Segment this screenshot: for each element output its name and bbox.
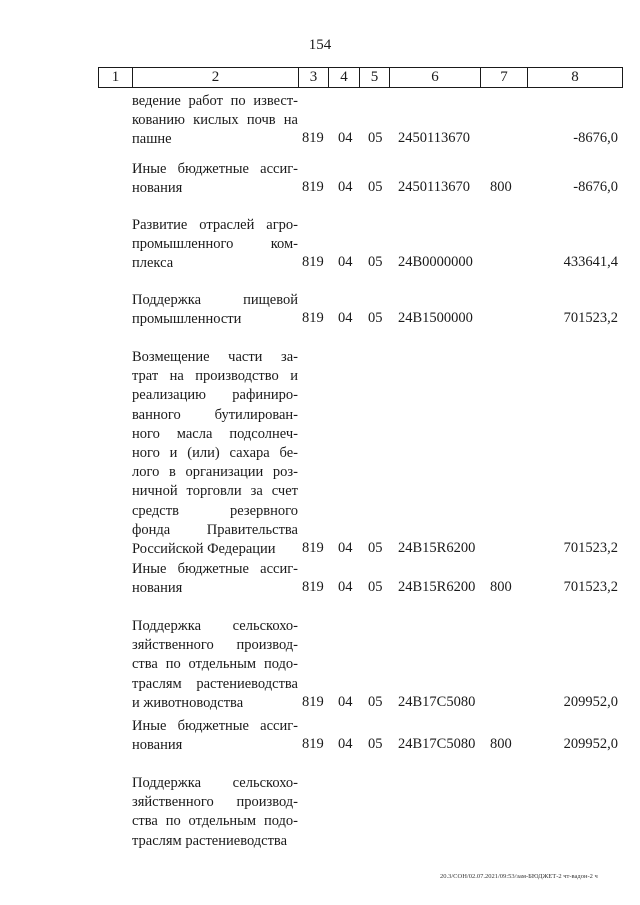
document-footer-stamp: 20.3/СОН/02.07.2021/09:53/зам-БЮДЖЕТ-2 чт-вадон-2 ч	[440, 873, 598, 880]
cell-amount: -8676,0	[573, 179, 618, 196]
row-description-line: Развитие отраслей агро-	[132, 217, 298, 233]
row-description	[132, 348, 298, 559]
row-description	[132, 717, 298, 755]
row-description-line: кованию кислых почв на	[132, 112, 298, 129]
row-description-line: нования	[132, 580, 183, 597]
cell-section-code: 04	[338, 736, 353, 753]
row-description	[132, 774, 298, 851]
column-header-table	[98, 67, 623, 88]
cell-ministry-code: 819	[302, 130, 324, 147]
cell-target-article-code: 24В1500000	[398, 310, 473, 327]
cell-section-code: 04	[338, 310, 353, 327]
row-description-line: ного масла подсолнеч-	[132, 425, 298, 442]
row-description-line: трат на производство и	[132, 368, 298, 385]
cell-amount: 701523,2	[563, 310, 618, 327]
row-description-line: ванного бутилирован-	[132, 406, 298, 423]
cell-ministry-code: 819	[302, 254, 324, 271]
row-description	[132, 617, 298, 713]
cell-ministry-code: 819	[302, 310, 324, 327]
cell-target-article-code: 24В15R6200	[398, 540, 476, 556]
cell-expense-type-code: 800	[490, 736, 512, 753]
row-description-line: промышленности	[132, 311, 242, 328]
row-description-line: реализацию рафиниро-	[132, 387, 298, 404]
cell-target-article-code: 2450113670	[398, 179, 470, 196]
header-col-2: 2	[133, 68, 299, 88]
cell-subsection-code: 05	[368, 130, 383, 147]
cell-section-code: 04	[338, 579, 353, 596]
row-description-line: Поддержка сельскохо-	[132, 775, 298, 791]
cell-subsection-code: 05	[368, 693, 383, 710]
cell-ministry-code: 819	[302, 736, 324, 753]
cell-ministry-code: 819	[302, 179, 324, 196]
row-description-line: пашне	[132, 131, 172, 148]
row-description-line: траслям растениеводства	[132, 675, 298, 692]
cell-section-code: 04	[338, 693, 353, 710]
row-description-line: и животноводства	[132, 694, 244, 711]
cell-subsection-code: 05	[368, 736, 383, 753]
cell-subsection-code: 05	[368, 179, 383, 196]
row-description-line: Российской Федерации	[132, 541, 276, 558]
row-description-line: ничной торговли за счет	[132, 483, 298, 500]
header-col-5: 5	[360, 68, 390, 88]
cell-subsection-code: 05	[368, 310, 383, 327]
row-description-line: Поддержка сельскохо-	[132, 618, 298, 634]
cell-amount: -8676,0	[573, 130, 618, 147]
cell-expense-type-code: 800	[490, 179, 512, 196]
header-col-4: 4	[329, 68, 360, 88]
cell-target-article-code: 24В15R6200	[398, 579, 476, 596]
row-description-line: нования	[132, 180, 183, 197]
header-col-3: 3	[299, 68, 329, 88]
cell-ministry-code: 819	[302, 540, 324, 556]
cell-section-code: 04	[338, 130, 353, 147]
cell-target-article-code: 24В0000000	[398, 254, 473, 271]
cell-amount: 701523,2	[563, 540, 618, 556]
header-col-6: 6	[390, 68, 481, 88]
cell-amount: 433641,4	[563, 254, 618, 271]
header-col-8: 8	[528, 68, 623, 88]
cell-section-code: 04	[338, 254, 353, 271]
row-description-line: Возмещение части за-	[132, 349, 298, 365]
header-col-1: 1	[99, 68, 133, 88]
cell-subsection-code: 05	[368, 540, 383, 556]
row-description-line: фонда Правительства	[132, 521, 298, 538]
cell-amount: 209952,0	[563, 736, 618, 753]
row-description-line: зяйственного производ-	[132, 794, 298, 811]
row-description-line: Иные бюджетные ассиг-	[132, 561, 298, 577]
row-description-line: Иные бюджетные ассиг-	[132, 718, 298, 734]
row-description-line: средств резервного	[132, 502, 298, 519]
page-number: 154	[308, 37, 332, 53]
cell-ministry-code: 819	[302, 579, 324, 596]
cell-amount: 701523,2	[563, 579, 618, 596]
row-description-line: ства по отдельным подо-	[132, 813, 298, 830]
row-description-line: ства по отдельным подо-	[132, 656, 298, 673]
cell-expense-type-code: 800	[490, 579, 512, 596]
row-description-line: траслям растениеводства	[132, 832, 288, 849]
cell-ministry-code: 819	[302, 693, 324, 710]
cell-section-code: 04	[338, 179, 353, 196]
row-description-line: нования	[132, 737, 183, 754]
row-description-line: промышленного ком-	[132, 236, 298, 253]
row-description-line: плекса	[132, 255, 174, 272]
cell-target-article-code: 24В17С5080	[398, 693, 476, 710]
row-description	[132, 216, 298, 274]
row-description	[132, 160, 298, 198]
cell-target-article-code: 2450113670	[398, 130, 470, 147]
cell-amount: 209952,0	[563, 693, 618, 710]
row-description	[132, 291, 298, 329]
row-description-line: зяйственного производ-	[132, 637, 298, 654]
row-description-line: ного и (или) сахара бе-	[132, 445, 298, 462]
cell-section-code: 04	[338, 540, 353, 556]
header-col-7: 7	[481, 68, 528, 88]
row-description	[132, 92, 298, 150]
row-description-line: Иные бюджетные ассиг-	[132, 161, 298, 177]
cell-target-article-code: 24В17С5080	[398, 736, 476, 753]
cell-subsection-code: 05	[368, 579, 383, 596]
row-description-line: Поддержка пищевой	[132, 292, 298, 308]
row-description-line: лого в организации роз-	[132, 464, 298, 481]
row-description-line: ведение работ по извест-	[132, 93, 298, 109]
cell-subsection-code: 05	[368, 254, 383, 271]
row-description	[132, 560, 298, 598]
